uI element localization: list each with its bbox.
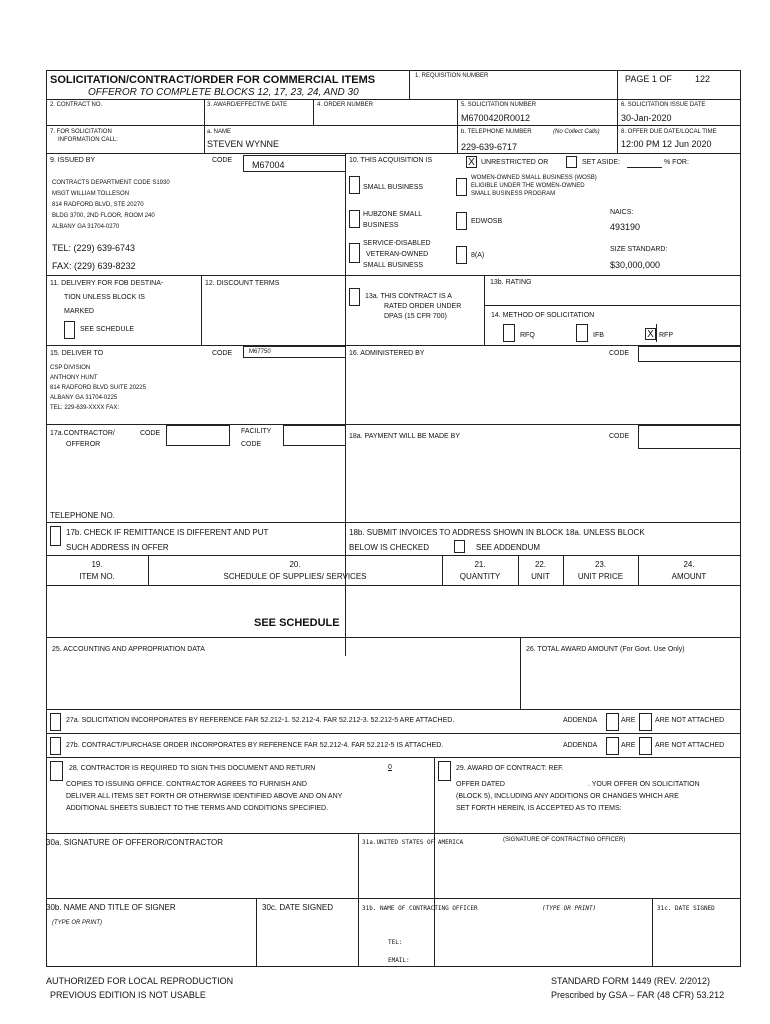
see-addendum-checkbox[interactable] <box>454 540 465 553</box>
deliver-line: 814 RADFORD BLVD SUITE 20225 <box>50 385 146 391</box>
issued-line: ALBANY GA 31704-0270 <box>52 224 120 230</box>
col-amount-num: 24. <box>683 560 695 569</box>
page-label: PAGE 1 OF <box>625 74 672 84</box>
administered-code-box[interactable] <box>638 346 741 362</box>
officer-type-or-print-note: (TYPE OR PRINT) <box>542 905 597 912</box>
award-line: (BLOCK 5), INCLUDING ANY ADDITIONS OR CHANGES WHICH ARE <box>456 793 679 800</box>
see-schedule-text: SEE SCHEDULE <box>254 617 340 629</box>
addenda-27a-are-not-checkbox[interactable] <box>639 713 652 731</box>
col-item-name: ITEM NO. <box>79 572 115 581</box>
col-quantity-name: QUANTITY <box>459 572 501 581</box>
clause-27a-checkbox[interactable] <box>50 713 61 731</box>
type-or-print-note: (TYPE OR PRINT) <box>52 920 103 926</box>
eight-a-label: 8(A) <box>471 252 485 259</box>
deliver-line: ALBANY GA 31704-0225 <box>50 395 118 401</box>
size-standard-value[interactable]: $30,000,000 <box>610 260 661 270</box>
sdvosb-label: VETERAN-OWNED <box>366 251 429 258</box>
award-line: SET FORTH HEREIN, IS ACCEPTED AS TO ITEMS: <box>456 805 622 812</box>
date-signed-label: 30c. DATE SIGNED <box>262 903 333 912</box>
offer-dated-label: OFFER DATED <box>456 781 505 788</box>
information-call-label: INFORMATION CALL: <box>58 137 118 143</box>
issued-line: 814 RADFORD BLVD, STE 20270 <box>52 202 144 208</box>
contracting-officer-signature-label: (SIGNATURE OF CONTRACTING OFFICER) <box>503 837 626 843</box>
addenda-27b-are-checkbox[interactable] <box>606 737 619 755</box>
issued-by-label: 9. ISSUED BY <box>50 157 96 164</box>
rated-order-label: DPAS (15 CFR 700) <box>384 313 447 320</box>
col-unit-name: UNIT <box>531 572 550 581</box>
award-checkbox[interactable] <box>438 761 451 781</box>
clause-27b-checkbox[interactable] <box>50 737 61 755</box>
clause-27a-label: 27a. SOLICITATION INCORPORATES BY REFERENCE FAR 52.212-1. 52.212-4. FAR 52.212-3. 52.212-5 ARE ATTACHED. <box>66 717 455 724</box>
requisition-label: 1. REQUISITION NUMBER <box>415 73 489 79</box>
rfq-checkbox[interactable] <box>503 324 515 342</box>
rfp-label: RFP <box>659 332 673 339</box>
block-28-line: COPIES TO ISSUING OFFICE. CONTRACTOR AGREES TO FURNISH AND <box>66 781 307 788</box>
payment-code-label: CODE <box>609 433 630 440</box>
issue-date-label: 6. SOLICITATION ISSUE DATE <box>621 102 706 108</box>
block-28-line: 28. CONTRACTOR IS REQUIRED TO SIGN THIS DOCUMENT AND RETURN <box>69 765 316 772</box>
delivery-fob-label: MARKED <box>64 308 94 315</box>
ifb-checkbox[interactable] <box>576 324 588 342</box>
col-unit-price-name: UNIT PRICE <box>577 572 624 581</box>
percent-for-label: % FOR: <box>664 159 689 166</box>
size-standard-label: SIZE STANDARD: <box>610 246 668 253</box>
hubzone-checkbox[interactable] <box>349 210 360 228</box>
discount-terms-label: 12. DISCOUNT TERMS <box>205 280 280 287</box>
set-aside-checkbox[interactable] <box>566 156 577 168</box>
naics-value[interactable]: 493190 <box>610 222 641 232</box>
footer-form-number: STANDARD FORM 1449 (REV. 2/2012) <box>551 976 711 986</box>
officer-email-label: EMAIL: <box>388 957 410 964</box>
payment-code-box[interactable] <box>638 425 741 449</box>
small-business-label: SMALL BUSINESS <box>363 184 424 191</box>
hubzone-label: BUSINESS <box>363 222 399 229</box>
submit-invoices-label: BELOW IS CHECKED <box>349 543 430 552</box>
contractor-label: 17a.CONTRACTOR/ <box>50 430 115 437</box>
total-award-label: 26. TOTAL AWARD AMOUNT (For Govt. Use Only) <box>526 646 685 653</box>
deliver-line: ANTHONY HUNT <box>50 375 98 381</box>
addenda-27b-are-not-label: ARE NOT ATTACHED <box>655 742 725 749</box>
sdvosb-checkbox[interactable] <box>349 243 360 263</box>
delivery-fob-label: TION UNLESS BLOCK IS <box>64 294 145 301</box>
deliver-code-label: CODE <box>212 350 233 357</box>
sdvosb-label: SERVICE-DISABLED <box>363 240 431 247</box>
footer-authorized: AUTHORIZED FOR LOCAL REPRODUCTION <box>46 976 234 986</box>
addenda-27a-are-not-label: ARE NOT ATTACHED <box>655 717 725 724</box>
telephone-label: b. TELEPHONE NUMBER <box>461 129 532 135</box>
form-subtitle: OFFEROR TO COMPLETE BLOCKS 12, 17, 23, 24, AND 30 <box>88 87 359 98</box>
wosb-label: SMALL BUSINESS PROGRAM <box>471 191 556 197</box>
order-number-label: 4. ORDER NUMBER <box>317 102 374 108</box>
col-schedule-num: 20. <box>289 560 301 569</box>
contractor-sign-checkbox[interactable] <box>50 761 63 781</box>
method-label: 14. METHOD OF SOLICITATION <box>491 312 595 319</box>
rated-order-checkbox[interactable] <box>349 288 360 306</box>
administered-code-label: CODE <box>609 350 630 357</box>
rated-order-label: 13a. THIS CONTRACT IS A <box>365 293 452 300</box>
col-item-num: 19. <box>91 560 103 569</box>
addenda-27a-label: ADDENDA <box>563 717 598 724</box>
telephone-number[interactable]: 229-639-6717 <box>461 142 518 152</box>
remittance-label: SUCH ADDRESS IN OFFER <box>66 543 169 552</box>
contact-name-label: a. NAME <box>207 129 232 135</box>
issued-line: BLDG 3700, 2ND FLOOR, ROOM 240 <box>52 213 155 219</box>
see-addendum-label: SEE ADDENDUM <box>476 543 541 552</box>
contractor-code-label: CODE <box>140 430 161 437</box>
block-28-line: ADDITIONAL SHEETS SUBJECT TO THE TERMS AND CONDITIONS SPECIFIED. <box>66 805 329 812</box>
remittance-label: 17b. CHECK IF REMITTANCE IS DIFFERENT AND PUT <box>66 528 269 537</box>
deliver-to-label: 15. DELIVER TO <box>50 350 104 357</box>
offer-due-label: 8. OFFER DUE DATE/LOCAL TIME <box>621 129 717 135</box>
issued-line: CONTRACTS DEPARTMENT CODE S1930 <box>52 180 170 186</box>
solicitation-number[interactable]: M6700420R0012 <box>461 113 531 123</box>
clause-27b-label: 27b. CONTRACT/PURCHASE ORDER INCORPORATES BY REFERENCE FAR 52.212-4. FAR 52.212-5 IS ATTACHED. <box>66 742 444 749</box>
contractor-label: OFFEROR <box>66 441 101 448</box>
contact-name[interactable]: STEVEN WYNNE <box>207 139 280 149</box>
col-unit-price-num: 23. <box>594 560 607 569</box>
naics-label: NAICS: <box>610 209 634 216</box>
offer-due-date[interactable]: 12:00 PM 12 Jun 2020 <box>621 139 712 149</box>
col-unit-num: 22. <box>534 560 547 569</box>
rated-order-label: RATED ORDER UNDER <box>384 303 462 310</box>
issued-code-label: CODE <box>212 157 233 164</box>
addenda-27b-label: ADDENDA <box>563 742 598 749</box>
see-schedule-label: SEE SCHEDULE <box>80 326 135 333</box>
facility-code-label: FACILITY <box>241 428 272 435</box>
contractor-code-box[interactable] <box>166 425 230 446</box>
addenda-27a-are-checkbox[interactable] <box>606 713 619 731</box>
edwosb-label: EDWOSB <box>471 218 503 225</box>
addenda-27a-are-label: ARE <box>621 717 636 724</box>
issued-tel: TEL: (229) 639-6743 <box>52 243 136 253</box>
remittance-checkbox[interactable] <box>50 526 61 546</box>
unrestricted-label: UNRESTRICTED OR <box>481 159 549 166</box>
officer-date-signed-label: 31c. DATE SIGNED <box>657 905 715 912</box>
issued-line: MSGT WILLIAM TOLLESON <box>52 191 130 197</box>
contracting-officer-name-label: 31b. NAME OF CONTRACTING OFFICER <box>362 905 478 912</box>
rfq-label: RFQ <box>520 332 535 339</box>
offeror-signature-label: 30a. SIGNATURE OF OFFEROR/CONTRACTOR <box>46 838 224 847</box>
rfp-checkbox[interactable]: X <box>645 328 656 340</box>
acquisition-label: 10. THIS ACQUISITION IS <box>349 157 433 164</box>
addenda-27b-are-not-checkbox[interactable] <box>639 737 652 755</box>
form-title: SOLICITATION/CONTRACT/ORDER FOR COMMERCIAL ITEMS <box>50 74 376 86</box>
small-business-checkbox[interactable] <box>349 176 360 194</box>
addenda-27b-are-label: ARE <box>621 742 636 749</box>
usa-signature-label: 31a.UNITED STATES OF AMERICA <box>362 839 464 846</box>
sdvosb-label: SMALL BUSINESS <box>363 262 424 269</box>
see-schedule-checkbox[interactable] <box>64 321 75 339</box>
unrestricted-checkbox[interactable]: X <box>466 156 477 168</box>
solicitation-info-label: 7. FOR SOLICITATION <box>50 129 112 135</box>
wosb-checkbox[interactable] <box>456 178 467 196</box>
facility-code-label: CODE <box>241 441 262 448</box>
page-total: 122 <box>695 74 711 84</box>
officer-tel-label: TEL: <box>388 939 403 946</box>
footer-prescribed: Prescribed by GSA – FAR (48 CFR) 53.212 <box>551 990 725 1000</box>
accounting-label: 25. ACCOUNTING AND APPROPRIATION DATA <box>52 646 205 653</box>
payment-label: 18a. PAYMENT WILL BE MADE BY <box>349 433 460 440</box>
return-copies-count[interactable]: 0 <box>388 764 392 771</box>
administered-by-label: 16. ADMINISTERED BY <box>349 350 425 357</box>
col-schedule-name: SCHEDULE OF SUPPLIES/ SERVICES <box>223 572 367 581</box>
eight-a-checkbox[interactable] <box>456 246 467 264</box>
issued-code[interactable]: M67004 <box>252 160 285 170</box>
set-aside-label: SET ASIDE: <box>582 159 620 166</box>
submit-invoices-label: 18b. SUBMIT INVOICES TO ADDRESS SHOWN IN BLOCK 18a. UNLESS BLOCK <box>349 528 645 537</box>
your-offer-label: . YOUR OFFER ON SOLICITATION <box>588 781 700 788</box>
wosb-label: ELIGIBLE UNDER THE WOMEN-OWNED <box>471 183 585 189</box>
deliver-code[interactable]: M67750 <box>249 349 271 355</box>
hubzone-label: HUBZONE SMALL <box>363 211 423 218</box>
wosb-label: WOMEN-OWNED SMALL BUSINESS (WOSB) <box>471 175 597 181</box>
delivery-fob-label: 11. DELIVERY FOR FOB DESTINA- <box>50 280 164 287</box>
issue-date[interactable]: 30-Jan-2020 <box>621 113 672 123</box>
ifb-label: IFB <box>593 332 604 339</box>
rating-label: 13b. RATING <box>490 279 532 286</box>
footer-previous-edition: PREVIOUS EDITION IS NOT USABLE <box>50 990 206 1000</box>
edwosb-checkbox[interactable] <box>456 212 467 230</box>
no-collect-calls-note: (No Collect Calls) <box>553 129 600 135</box>
block-28-line: DELIVER ALL ITEMS SET FORTH OR OTHERWISE IDENTIFIED ABOVE AND ON ANY <box>66 793 343 800</box>
rfp-checkbox-edge <box>656 324 657 342</box>
deliver-line: TEL: 229-639-XXXX FAX: <box>50 405 120 411</box>
solicitation-number-label: 5. SOLICITATION NUMBER <box>461 102 537 108</box>
award-date-label: 3. AWARD/EFFECTIVE DATE <box>207 102 288 108</box>
signer-name-label: 30b. NAME AND TITLE OF SIGNER <box>46 903 176 912</box>
issued-fax: FAX: (229) 639-8232 <box>52 261 136 271</box>
col-amount-name: AMOUNT <box>671 572 707 581</box>
deliver-line: CSP DIVISION <box>50 365 91 371</box>
award-label: 29. AWARD OF CONTRACT: REF. <box>456 765 564 772</box>
telephone-no-label: TELEPHONE NO. <box>50 511 115 520</box>
contract-no-label: 2. CONTRACT NO. <box>50 102 103 108</box>
col-quantity-num: 21. <box>474 560 486 569</box>
facility-code-box[interactable] <box>283 425 346 446</box>
